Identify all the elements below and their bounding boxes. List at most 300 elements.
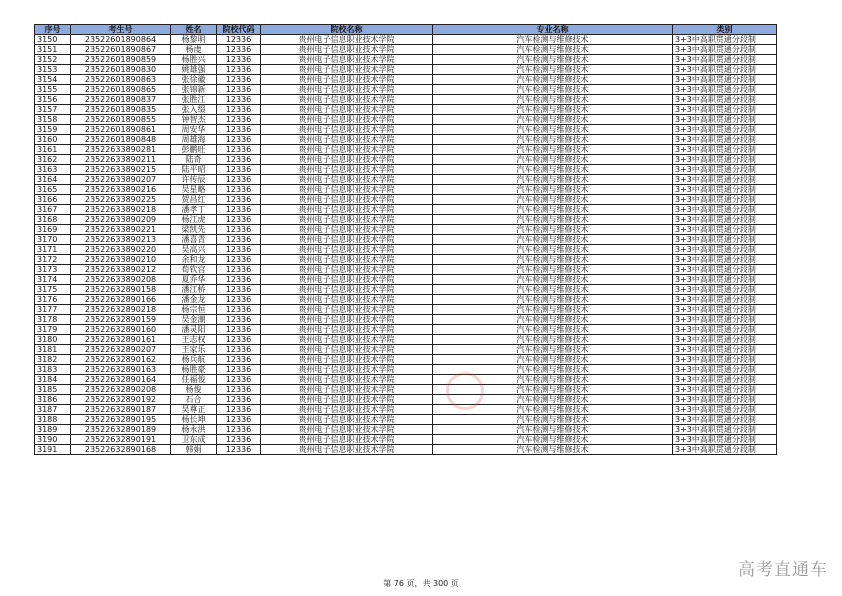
cell-exam-id: 23522633890215 bbox=[71, 165, 171, 175]
cell-major: 汽车检测与维修技术 bbox=[433, 155, 673, 165]
cell-exam-id: 23522633890213 bbox=[71, 235, 171, 245]
table-row bbox=[35, 75, 777, 85]
cell-school-name: 贵州电子信息职业技术学院 bbox=[261, 435, 433, 445]
cell-major: 汽车检测与维修技术 bbox=[433, 345, 673, 355]
cell-school-code: 12336 bbox=[217, 45, 261, 55]
cell-school-code: 12336 bbox=[217, 275, 261, 285]
cell-seq: 3186 bbox=[35, 395, 71, 405]
table-row bbox=[35, 365, 777, 375]
cell-name: 潘喜青 bbox=[171, 235, 217, 245]
cell-seq: 3157 bbox=[35, 105, 71, 115]
cell-category: 3+3中高职贯通分段制 bbox=[673, 185, 777, 195]
cell-major: 汽车检测与维修技术 bbox=[433, 215, 673, 225]
table-header bbox=[35, 25, 777, 35]
cell-school-name: 贵州电子信息职业技术学院 bbox=[261, 165, 433, 175]
cell-school-code: 12336 bbox=[217, 195, 261, 205]
cell-school-code: 12336 bbox=[217, 115, 261, 125]
cell-category: 3+3中高职贯通分段制 bbox=[673, 445, 777, 455]
cell-name: 杨黎明 bbox=[171, 35, 217, 45]
header-row bbox=[35, 25, 777, 35]
admission-table bbox=[34, 24, 777, 455]
cell-seq: 3170 bbox=[35, 235, 71, 245]
cell-category: 3+3中高职贯通分段制 bbox=[673, 365, 777, 375]
cell-exam-id: 23522632890162 bbox=[71, 355, 171, 365]
cell-seq: 3169 bbox=[35, 225, 71, 235]
cell-name: 姚雄强 bbox=[171, 65, 217, 75]
cell-school-code: 12336 bbox=[217, 145, 261, 155]
cell-name: 杨宗恒 bbox=[171, 305, 217, 315]
cell-school-name: 贵州电子信息职业技术学院 bbox=[261, 315, 433, 325]
table-row bbox=[35, 435, 777, 445]
cell-name: 张锦新 bbox=[171, 85, 217, 95]
cell-category: 3+3中高职贯通分段制 bbox=[673, 115, 777, 125]
cell-major: 汽车检测与维修技术 bbox=[433, 135, 673, 145]
cell-school-name: 贵州电子信息职业技术学院 bbox=[261, 145, 433, 155]
cell-school-name: 贵州电子信息职业技术学院 bbox=[261, 215, 433, 225]
cell-seq: 3176 bbox=[35, 295, 71, 305]
cell-school-code: 12336 bbox=[217, 225, 261, 235]
cell-name: 杨虔 bbox=[171, 45, 217, 55]
table-row bbox=[35, 215, 777, 225]
table-row bbox=[35, 275, 777, 285]
cell-name: 杨胜兴 bbox=[171, 55, 217, 65]
cell-exam-id: 23522632890191 bbox=[71, 435, 171, 445]
cell-school-name: 贵州电子信息职业技术学院 bbox=[261, 425, 433, 435]
cell-exam-id: 23522633890281 bbox=[71, 145, 171, 155]
table-row bbox=[35, 385, 777, 395]
table-row bbox=[35, 445, 777, 455]
cell-exam-id: 23522632890218 bbox=[71, 305, 171, 315]
cell-school-code: 12336 bbox=[217, 425, 261, 435]
col-header-school-name: 院校名称 bbox=[261, 25, 433, 35]
table-row bbox=[35, 405, 777, 415]
cell-category: 3+3中高职贯通分段制 bbox=[673, 425, 777, 435]
cell-seq: 3172 bbox=[35, 255, 71, 265]
cell-exam-id: 23522632890207 bbox=[71, 345, 171, 355]
cell-exam-id: 23522632890163 bbox=[71, 365, 171, 375]
table-row bbox=[35, 325, 777, 335]
cell-major: 汽车检测与维修技术 bbox=[433, 85, 673, 95]
cell-name: 韩娟 bbox=[171, 445, 217, 455]
cell-seq: 3173 bbox=[35, 265, 71, 275]
cell-school-name: 贵州电子信息职业技术学院 bbox=[261, 325, 433, 335]
cell-category: 3+3中高职贯通分段制 bbox=[673, 215, 777, 225]
table-row bbox=[35, 255, 777, 265]
cell-exam-id: 23522601890835 bbox=[71, 105, 171, 115]
cell-name: 杨长坤 bbox=[171, 415, 217, 425]
cell-name: 潘灵阳 bbox=[171, 325, 217, 335]
cell-school-code: 12336 bbox=[217, 105, 261, 115]
table-row bbox=[35, 115, 777, 125]
cell-school-name: 贵州电子信息职业技术学院 bbox=[261, 365, 433, 375]
cell-exam-id: 23522633890221 bbox=[71, 225, 171, 235]
cell-exam-id: 23522633890225 bbox=[71, 195, 171, 205]
cell-seq: 3177 bbox=[35, 305, 71, 315]
cell-major: 汽车检测与维修技术 bbox=[433, 205, 673, 215]
table-row bbox=[35, 175, 777, 185]
cell-major: 汽车检测与维修技术 bbox=[433, 425, 673, 435]
cell-category: 3+3中高职贯通分段制 bbox=[673, 65, 777, 75]
cell-major: 汽车检测与维修技术 bbox=[433, 295, 673, 305]
cell-school-code: 12336 bbox=[217, 185, 261, 195]
cell-school-code: 12336 bbox=[217, 415, 261, 425]
table-row bbox=[35, 185, 777, 195]
cell-name: 贺昌红 bbox=[171, 195, 217, 205]
table-row bbox=[35, 85, 777, 95]
cell-school-code: 12336 bbox=[217, 265, 261, 275]
cell-name: 吴星略 bbox=[171, 185, 217, 195]
cell-major: 汽车检测与维修技术 bbox=[433, 365, 673, 375]
cell-major: 汽车检测与维修技术 bbox=[433, 185, 673, 195]
col-header-seq: 序号 bbox=[35, 25, 71, 35]
cell-category: 3+3中高职贯通分段制 bbox=[673, 315, 777, 325]
table-row bbox=[35, 125, 777, 135]
cell-category: 3+3中高职贯通分段制 bbox=[673, 405, 777, 415]
cell-exam-id: 23522601890859 bbox=[71, 55, 171, 65]
cell-name: 张胜江 bbox=[171, 95, 217, 105]
cell-name: 潘金龙 bbox=[171, 295, 217, 305]
table-row bbox=[35, 345, 777, 355]
cell-school-code: 12336 bbox=[217, 315, 261, 325]
cell-major: 汽车检测与维修技术 bbox=[433, 285, 673, 295]
cell-exam-id: 23522632890195 bbox=[71, 415, 171, 425]
cell-name: 周安华 bbox=[171, 125, 217, 135]
cell-exam-id: 23522601890861 bbox=[71, 125, 171, 135]
cell-category: 3+3中高职贯通分段制 bbox=[673, 355, 777, 365]
cell-school-name: 贵州电子信息职业技术学院 bbox=[261, 35, 433, 45]
cell-seq: 3171 bbox=[35, 245, 71, 255]
cell-category: 3+3中高职贯通分段制 bbox=[673, 245, 777, 255]
cell-major: 汽车检测与维修技术 bbox=[433, 385, 673, 395]
cell-seq: 3166 bbox=[35, 195, 71, 205]
cell-major: 汽车检测与维修技术 bbox=[433, 165, 673, 175]
cell-category: 3+3中高职贯通分段制 bbox=[673, 255, 777, 265]
cell-major: 汽车检测与维修技术 bbox=[433, 125, 673, 135]
cell-name: 任福俊 bbox=[171, 375, 217, 385]
cell-category: 3+3中高职贯通分段制 bbox=[673, 205, 777, 215]
cell-school-code: 12336 bbox=[217, 65, 261, 75]
cell-category: 3+3中高职贯通分段制 bbox=[673, 385, 777, 395]
cell-exam-id: 23522633890210 bbox=[71, 255, 171, 265]
cell-name: 石合 bbox=[171, 395, 217, 405]
cell-category: 3+3中高职贯通分段制 bbox=[673, 95, 777, 105]
cell-exam-id: 23522633890209 bbox=[71, 215, 171, 225]
cell-category: 3+3中高职贯通分段制 bbox=[673, 265, 777, 275]
cell-seq: 3150 bbox=[35, 35, 71, 45]
cell-school-name: 贵州电子信息职业技术学院 bbox=[261, 205, 433, 215]
table-row bbox=[35, 55, 777, 65]
cell-school-name: 贵州电子信息职业技术学院 bbox=[261, 335, 433, 345]
cell-major: 汽车检测与维修技术 bbox=[433, 55, 673, 65]
cell-school-name: 贵州电子信息职业技术学院 bbox=[261, 85, 433, 95]
cell-school-code: 12336 bbox=[217, 435, 261, 445]
cell-major: 汽车检测与维修技术 bbox=[433, 175, 673, 185]
table-row bbox=[35, 265, 777, 275]
cell-school-name: 贵州电子信息职业技术学院 bbox=[261, 245, 433, 255]
cell-school-code: 12336 bbox=[217, 75, 261, 85]
cell-category: 3+3中高职贯通分段制 bbox=[673, 435, 777, 445]
cell-school-code: 12336 bbox=[217, 165, 261, 175]
cell-school-name: 贵州电子信息职业技术学院 bbox=[261, 265, 433, 275]
cell-school-name: 贵州电子信息职业技术学院 bbox=[261, 345, 433, 355]
cell-category: 3+3中高职贯通分段制 bbox=[673, 55, 777, 65]
table-row bbox=[35, 135, 777, 145]
cell-school-name: 贵州电子信息职业技术学院 bbox=[261, 415, 433, 425]
cell-seq: 3182 bbox=[35, 355, 71, 365]
table-row bbox=[35, 235, 777, 245]
cell-school-code: 12336 bbox=[217, 335, 261, 345]
cell-name: 许传辰 bbox=[171, 175, 217, 185]
cell-seq: 3185 bbox=[35, 385, 71, 395]
cell-school-name: 贵州电子信息职业技术学院 bbox=[261, 375, 433, 385]
cell-category: 3+3中高职贯通分段制 bbox=[673, 415, 777, 425]
cell-major: 汽车检测与维修技术 bbox=[433, 315, 673, 325]
cell-exam-id: 23522632890166 bbox=[71, 295, 171, 305]
table-row bbox=[35, 205, 777, 215]
cell-category: 3+3中高职贯通分段制 bbox=[673, 125, 777, 135]
cell-seq: 3178 bbox=[35, 315, 71, 325]
corner-watermark: 高考直通车 bbox=[738, 560, 828, 580]
table-row bbox=[35, 305, 777, 315]
cell-category: 3+3中高职贯通分段制 bbox=[673, 235, 777, 245]
cell-school-code: 12336 bbox=[217, 305, 261, 315]
cell-school-code: 12336 bbox=[217, 55, 261, 65]
cell-exam-id: 23522601890837 bbox=[71, 95, 171, 105]
cell-school-name: 贵州电子信息职业技术学院 bbox=[261, 195, 433, 205]
table-row bbox=[35, 375, 777, 385]
cell-major: 汽车检测与维修技术 bbox=[433, 35, 673, 45]
col-header-exam-id: 考生号 bbox=[71, 25, 171, 35]
cell-school-name: 贵州电子信息职业技术学院 bbox=[261, 75, 433, 85]
table-row bbox=[35, 165, 777, 175]
table-row bbox=[35, 105, 777, 115]
cell-school-name: 贵州电子信息职业技术学院 bbox=[261, 285, 433, 295]
cell-school-name: 贵州电子信息职业技术学院 bbox=[261, 305, 433, 315]
cell-exam-id: 23522632890192 bbox=[71, 395, 171, 405]
cell-category: 3+3中高职贯通分段制 bbox=[673, 75, 777, 85]
cell-name: 彭鹏旺 bbox=[171, 145, 217, 155]
cell-school-name: 贵州电子信息职业技术学院 bbox=[261, 115, 433, 125]
cell-seq: 3155 bbox=[35, 85, 71, 95]
cell-school-name: 贵州电子信息职业技术学院 bbox=[261, 155, 433, 165]
cell-seq: 3191 bbox=[35, 445, 71, 455]
cell-category: 3+3中高职贯通分段制 bbox=[673, 345, 777, 355]
cell-major: 汽车检测与维修技术 bbox=[433, 355, 673, 365]
cell-major: 汽车检测与维修技术 bbox=[433, 325, 673, 335]
cell-school-code: 12336 bbox=[217, 95, 261, 105]
cell-school-code: 12336 bbox=[217, 385, 261, 395]
cell-school-code: 12336 bbox=[217, 285, 261, 295]
cell-school-name: 贵州电子信息职业技术学院 bbox=[261, 135, 433, 145]
cell-school-name: 贵州电子信息职业技术学院 bbox=[261, 125, 433, 135]
table-row bbox=[35, 155, 777, 165]
cell-major: 汽车检测与维修技术 bbox=[433, 275, 673, 285]
cell-school-name: 贵州电子信息职业技术学院 bbox=[261, 445, 433, 455]
cell-seq: 3190 bbox=[35, 435, 71, 445]
cell-major: 汽车检测与维修技术 bbox=[433, 415, 673, 425]
cell-name: 钟智杰 bbox=[171, 115, 217, 125]
table-row bbox=[35, 195, 777, 205]
cell-name: 潘江桥 bbox=[171, 285, 217, 295]
cell-name: 夏乔华 bbox=[171, 275, 217, 285]
cell-exam-id: 23522632890208 bbox=[71, 385, 171, 395]
cell-school-name: 贵州电子信息职业技术学院 bbox=[261, 235, 433, 245]
table-row bbox=[35, 35, 777, 45]
cell-major: 汽车检测与维修技术 bbox=[433, 335, 673, 345]
cell-category: 3+3中高职贯通分段制 bbox=[673, 325, 777, 335]
col-header-school-code: 院校代码 bbox=[217, 25, 261, 35]
cell-exam-id: 23522601890830 bbox=[71, 65, 171, 75]
table-row bbox=[35, 335, 777, 345]
cell-exam-id: 23522632890161 bbox=[71, 335, 171, 345]
cell-major: 汽车检测与维修技术 bbox=[433, 225, 673, 235]
cell-category: 3+3中高职贯通分段制 bbox=[673, 175, 777, 185]
cell-name: 杨永洪 bbox=[171, 425, 217, 435]
cell-exam-id: 23522633890212 bbox=[71, 265, 171, 275]
cell-name: 王家乐 bbox=[171, 345, 217, 355]
cell-major: 汽车检测与维修技术 bbox=[433, 75, 673, 85]
cell-seq: 3179 bbox=[35, 325, 71, 335]
cell-exam-id: 23522633890208 bbox=[71, 275, 171, 285]
cell-school-name: 贵州电子信息职业技术学院 bbox=[261, 65, 433, 75]
cell-category: 3+3中高职贯通分段制 bbox=[673, 275, 777, 285]
cell-exam-id: 23522633890218 bbox=[71, 205, 171, 215]
table-row bbox=[35, 425, 777, 435]
cell-exam-id: 23522601890863 bbox=[71, 75, 171, 85]
table-row bbox=[35, 415, 777, 425]
cell-school-code: 12336 bbox=[217, 205, 261, 215]
cell-name: 王志权 bbox=[171, 335, 217, 345]
cell-seq: 3152 bbox=[35, 55, 71, 65]
cell-seq: 3163 bbox=[35, 165, 71, 175]
cell-name: 张徐徽 bbox=[171, 75, 217, 85]
cell-school-name: 贵州电子信息职业技术学院 bbox=[261, 385, 433, 395]
cell-major: 汽车检测与维修技术 bbox=[433, 395, 673, 405]
table-row bbox=[35, 295, 777, 305]
cell-exam-id: 23522632890189 bbox=[71, 425, 171, 435]
cell-major: 汽车检测与维修技术 bbox=[433, 115, 673, 125]
cell-category: 3+3中高职贯通分段制 bbox=[673, 305, 777, 315]
cell-major: 汽车检测与维修技术 bbox=[433, 235, 673, 245]
cell-name: 吴尊正 bbox=[171, 405, 217, 415]
cell-school-name: 贵州电子信息职业技术学院 bbox=[261, 225, 433, 235]
cell-category: 3+3中高职贯通分段制 bbox=[673, 395, 777, 405]
cell-seq: 3181 bbox=[35, 345, 71, 355]
cell-name: 杨江虎 bbox=[171, 215, 217, 225]
cell-exam-id: 23522632890158 bbox=[71, 285, 171, 295]
cell-name: 陆平昭 bbox=[171, 165, 217, 175]
cell-category: 3+3中高职贯通分段制 bbox=[673, 165, 777, 175]
cell-major: 汽车检测与维修技术 bbox=[433, 375, 673, 385]
cell-category: 3+3中高职贯通分段制 bbox=[673, 225, 777, 235]
cell-name: 潘孝丁 bbox=[171, 205, 217, 215]
cell-seq: 3156 bbox=[35, 95, 71, 105]
table-row bbox=[35, 145, 777, 155]
cell-name: 陆奇 bbox=[171, 155, 217, 165]
table-row bbox=[35, 315, 777, 325]
cell-school-code: 12336 bbox=[217, 155, 261, 165]
cell-name: 杨兵航 bbox=[171, 355, 217, 365]
cell-major: 汽车检测与维修技术 bbox=[433, 95, 673, 105]
cell-school-code: 12336 bbox=[217, 235, 261, 245]
cell-exam-id: 23522633890220 bbox=[71, 245, 171, 255]
table-row bbox=[35, 355, 777, 365]
cell-name: 吴高兴 bbox=[171, 245, 217, 255]
cell-seq: 3161 bbox=[35, 145, 71, 155]
col-header-major: 专业名称 bbox=[433, 25, 673, 35]
cell-school-code: 12336 bbox=[217, 85, 261, 95]
cell-exam-id: 23522601890848 bbox=[71, 135, 171, 145]
cell-seq: 3183 bbox=[35, 365, 71, 375]
cell-exam-id: 23522601890867 bbox=[71, 45, 171, 55]
cell-school-name: 贵州电子信息职业技术学院 bbox=[261, 55, 433, 65]
cell-major: 汽车检测与维修技术 bbox=[433, 255, 673, 265]
cell-category: 3+3中高职贯通分段制 bbox=[673, 145, 777, 155]
cell-school-name: 贵州电子信息职业技术学院 bbox=[261, 95, 433, 105]
cell-school-name: 贵州电子信息职业技术学院 bbox=[261, 295, 433, 305]
cell-school-name: 贵州电子信息职业技术学院 bbox=[261, 45, 433, 55]
cell-major: 汽车检测与维修技术 bbox=[433, 435, 673, 445]
cell-name: 余和龙 bbox=[171, 255, 217, 265]
cell-exam-id: 23522632890164 bbox=[71, 375, 171, 385]
cell-school-code: 12336 bbox=[217, 395, 261, 405]
cell-category: 3+3中高职贯通分段制 bbox=[673, 295, 777, 305]
cell-school-code: 12336 bbox=[217, 175, 261, 185]
cell-major: 汽车检测与维修技术 bbox=[433, 65, 673, 75]
cell-seq: 3160 bbox=[35, 135, 71, 145]
cell-category: 3+3中高职贯通分段制 bbox=[673, 155, 777, 165]
cell-major: 汽车检测与维修技术 bbox=[433, 445, 673, 455]
cell-seq: 3168 bbox=[35, 215, 71, 225]
cell-seq: 3174 bbox=[35, 275, 71, 285]
cell-school-code: 12336 bbox=[217, 245, 261, 255]
cell-school-code: 12336 bbox=[217, 325, 261, 335]
table-row bbox=[35, 95, 777, 105]
cell-exam-id: 23522632890168 bbox=[71, 445, 171, 455]
cell-exam-id: 23522632890159 bbox=[71, 315, 171, 325]
cell-school-code: 12336 bbox=[217, 125, 261, 135]
cell-school-name: 贵州电子信息职业技术学院 bbox=[261, 355, 433, 365]
cell-seq: 3184 bbox=[35, 375, 71, 385]
cell-school-code: 12336 bbox=[217, 375, 261, 385]
cell-school-code: 12336 bbox=[217, 365, 261, 375]
table-row bbox=[35, 45, 777, 55]
cell-school-name: 贵州电子信息职业技术学院 bbox=[261, 185, 433, 195]
cell-exam-id: 23522601890865 bbox=[71, 85, 171, 95]
table-row bbox=[35, 285, 777, 295]
cell-seq: 3187 bbox=[35, 405, 71, 415]
cell-school-name: 贵州电子信息职业技术学院 bbox=[261, 395, 433, 405]
cell-name: 吴金潮 bbox=[171, 315, 217, 325]
cell-category: 3+3中高职贯通分段制 bbox=[673, 85, 777, 95]
cell-school-name: 贵州电子信息职业技术学院 bbox=[261, 105, 433, 115]
cell-school-code: 12336 bbox=[217, 215, 261, 225]
col-header-name: 姓名 bbox=[171, 25, 217, 35]
table-row bbox=[35, 395, 777, 405]
cell-seq: 3175 bbox=[35, 285, 71, 295]
cell-category: 3+3中高职贯通分段制 bbox=[673, 335, 777, 345]
cell-school-code: 12336 bbox=[217, 445, 261, 455]
cell-exam-id: 23522632890160 bbox=[71, 325, 171, 335]
table-row bbox=[35, 245, 777, 255]
cell-name: 周雄海 bbox=[171, 135, 217, 145]
cell-seq: 3164 bbox=[35, 175, 71, 185]
cell-name: 卫东成 bbox=[171, 435, 217, 445]
cell-school-name: 贵州电子信息职业技术学院 bbox=[261, 175, 433, 185]
cell-category: 3+3中高职贯通分段制 bbox=[673, 135, 777, 145]
cell-major: 汽车检测与维修技术 bbox=[433, 145, 673, 155]
table-body bbox=[35, 35, 777, 455]
